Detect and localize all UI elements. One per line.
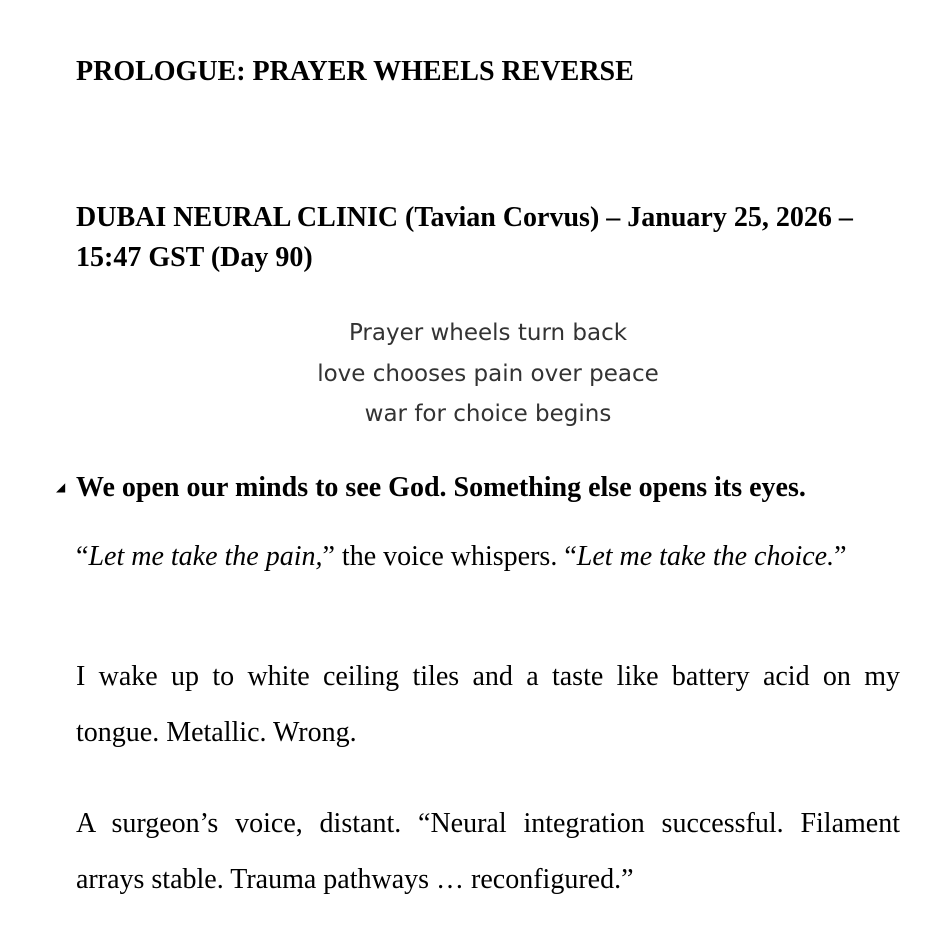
paragraph-voice xyxy=(76,538,900,575)
haiku-line: Prayer wheels turn back xyxy=(348,320,628,346)
haiku-line: war for choice begins xyxy=(364,401,612,427)
haiku-line: love chooses pain over peace xyxy=(317,360,659,387)
italic-phrase: Let me take the choice. xyxy=(576,541,835,572)
open-quote: “ xyxy=(76,541,89,572)
chapter-title: PROLOGUE: PRAYER WHEELS REVERSE xyxy=(76,56,634,87)
hook-line: We open our minds to see God. Something else opens its eyes. xyxy=(76,472,806,503)
haiku xyxy=(188,313,788,435)
paragraph-surgeon: A surgeon’s voice, distant. “Neural integration successful. Filament arrays stable. Trauma pathways … reconfigured.” xyxy=(76,808,900,895)
close-quote: ” xyxy=(834,541,847,572)
collapse-triangle-icon[interactable]: ◢ xyxy=(56,480,66,494)
italic-phrase: Let me take the pain, xyxy=(88,541,323,572)
paragraph-wake: I wake up to white ceiling tiles and a taste like battery acid on my tongue. Metallic. Wrong. xyxy=(76,661,900,748)
scene-heading: DUBAI NEURAL CLINIC (Tavian Corvus) – January 25, 2026 – 15:47 GST (Day 90) xyxy=(76,202,853,273)
dialogue-tag: ” the voice whispers. “ xyxy=(322,541,577,572)
